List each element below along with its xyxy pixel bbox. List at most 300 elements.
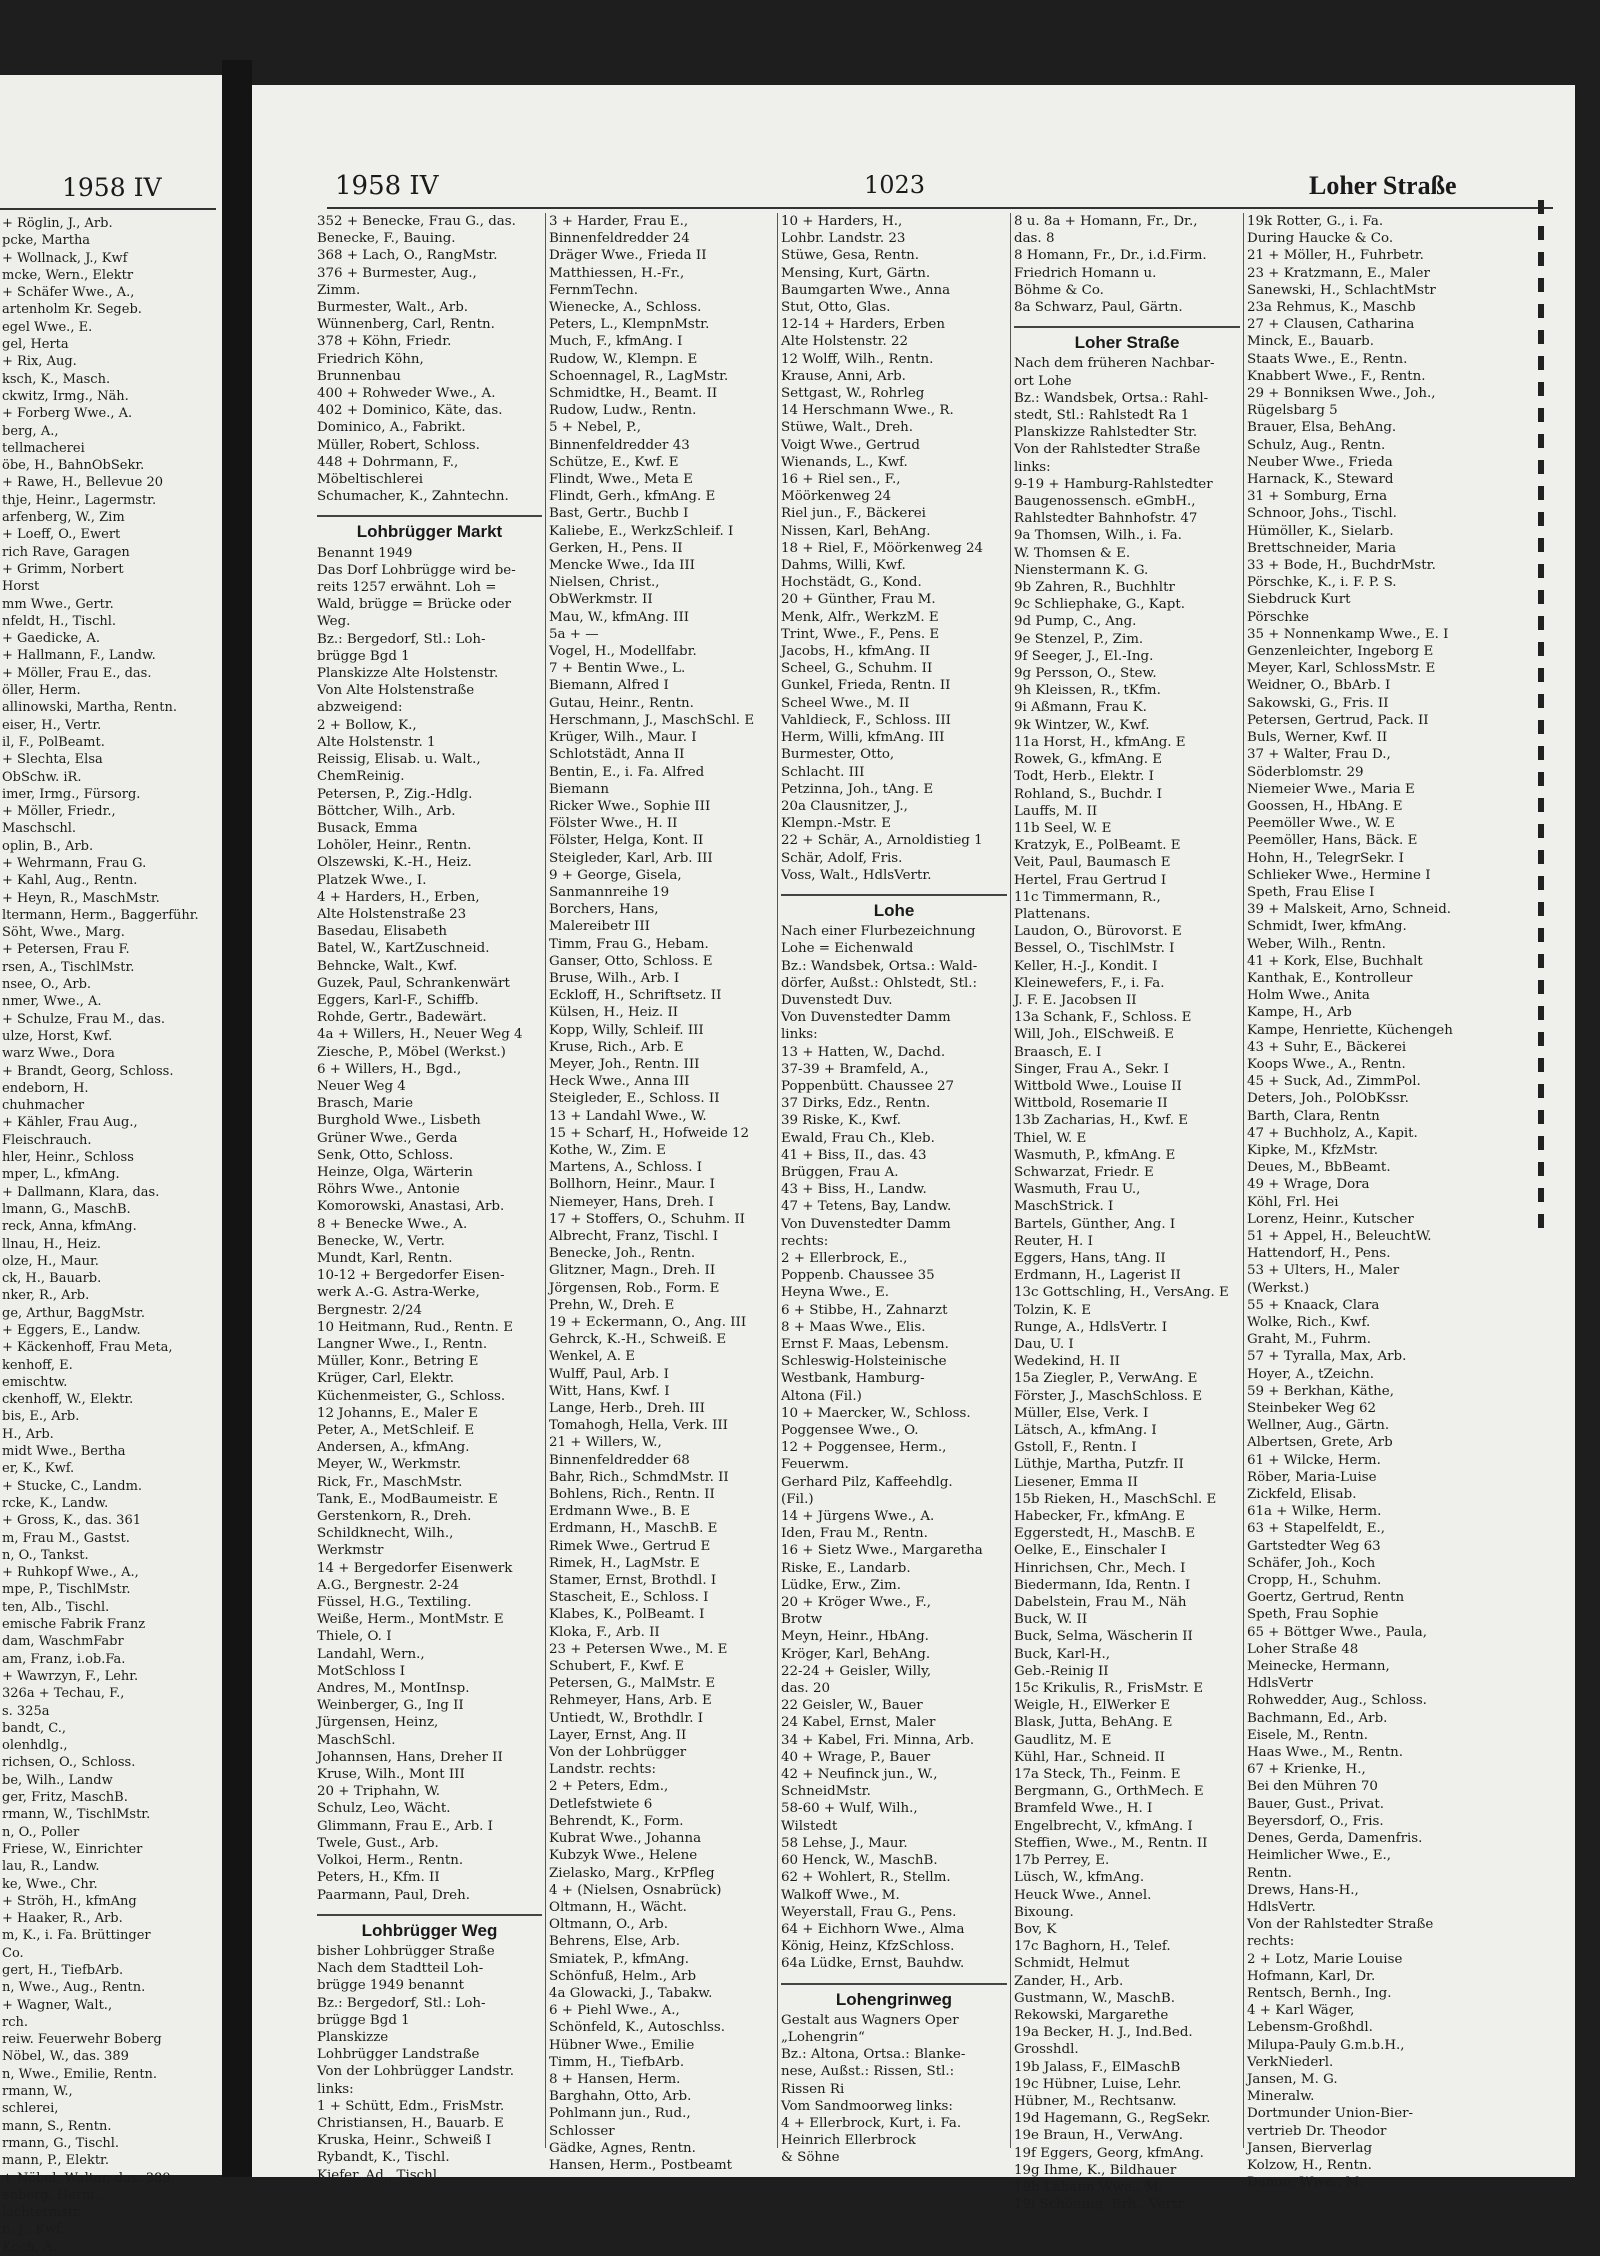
left-page-entry: endeborn, H. [2,1080,89,1096]
directory-entry: Schär, Adolf, Fris. [781,850,903,866]
directory-entry: König, Heinz, KfzSchloss. [781,1939,955,1955]
edge-mark [1538,1214,1544,1228]
directory-entry: Binnenfeldredder 68 [549,1452,690,1468]
directory-entry: rechts: [1247,1934,1295,1950]
directory-entry: Schütze, E., Kwf. E [549,454,679,470]
directory-entry: 24 Kabel, Ernst, Maler [781,1715,936,1731]
directory-entry: Hinrichsen, Chr., Mech. I [1014,1560,1186,1576]
directory-entry: A.G., Bergnestr. 2-24 [317,1577,459,1593]
directory-entry: 17a Steck, Th., Feinm. E [1014,1767,1181,1783]
street-heading: Lohbrügger Markt [317,515,542,540]
directory-entry: Reuter, H. I [1014,1233,1093,1249]
directory-entry: Lüdke, Erw., Zim. [781,1577,901,1593]
left-page-entry: + Wawrzyn, F., Lehr. [2,1668,139,1684]
directory-entry: Untiedt, W., Brothdlr. I [549,1710,704,1726]
edge-mark [1538,226,1544,240]
edge-mark [1538,694,1544,708]
left-page-entry: mper, L., kfmAng. [2,1167,120,1183]
left-page-entry: H., Arb. [2,1426,54,1442]
left-page-entry: allinowski, Martha, Rentn. [2,700,177,716]
directory-entry: Poggensee Wwe., O. [781,1423,919,1439]
directory-entry: 17 + Stoffers, O., Schuhm. II [549,1211,745,1227]
directory-entry: 11a Horst, H., kfmAng. E [1014,734,1186,750]
directory-entry: Zielasko, Marg., KrPfleg [549,1865,715,1881]
directory-entry: Sanewski, H., SchlachtMstr [1247,282,1436,298]
directory-entry: Olszewski, K.-H., Heiz. [317,855,472,871]
directory-entry: Volkoi, Herm., Rentn. [317,1853,464,1869]
directory-entry: 15b Rieken, H., MaschSchl. E [1014,1491,1217,1507]
directory-entry: Minck, E., Bauarb. [1247,334,1374,350]
directory-entry: 12 Johanns, E., Maler E [317,1405,478,1421]
directory-entry: Lohbr. Landstr. 23 [781,231,906,247]
directory-entry: Lange, Herb., Dreh. III [549,1401,705,1417]
directory-entry: Vahldieck, F., Schloss. III [781,712,951,728]
directory-entry: Voigt Wwe., Gertrud [781,437,920,453]
directory-entry: Heimlicher Wwe., E., [1247,1848,1392,1864]
directory-entry: Rybandt, K., Tischl. [317,2150,450,2166]
directory-entry: Wulff, Paul, Arb. I [549,1366,669,1382]
directory-entry: 4a Glowacki, J., Tabakw. [549,1985,713,2001]
left-page-entry: öbe, H., BahnObSekr. [2,458,145,474]
directory-entry: Denes, Gerda, Damenfris. [1247,1831,1423,1847]
directory-entry: Buck, Karl-H., [1014,1646,1110,1662]
directory-entry: Flindt, Wwe., Meta E [549,472,693,488]
left-page-entry: + Wehrmann, Frau G. [2,855,147,871]
directory-entry: Pörschke, K., i. F. P. S. [1247,575,1397,591]
directory-entry: Paarmann, Paul, Dreh. [317,1887,470,1903]
left-page-entry: + Kähler, Frau Aug., [2,1115,138,1131]
directory-entry: Krüger, Wilh., Maur. I [549,730,697,746]
directory-entry: 60 Henck, W., MaschB. [781,1853,938,1869]
directory-entry: Blask, Jutta, BehAng. E [1014,1715,1173,1731]
directory-entry: Eckloff, H., Schriftsetz. II [549,988,722,1004]
directory-entry: Gehrck, K.-H., Schweiß. E [549,1332,727,1348]
directory-entry: 10 + Maercker, W., Schloss. [781,1405,971,1421]
left-page-entry: thje, Heinr., Lagermstr. [2,492,157,508]
directory-entry: Brüggen, Frau A. [781,1164,899,1180]
directory-entry: Genzenleichter, Ingeborg E [1247,644,1434,660]
directory-entry: Mineralw. [1247,2089,1315,2105]
directory-entry: Schulz, Aug., Rentn. [1247,437,1386,453]
directory-entry: Friedrich Köhn, [317,351,424,367]
directory-entry: Friedrich Homann u. [1014,265,1157,281]
directory-entry: Trint, Wwe., F., Pens. E [781,626,940,642]
directory-entry: Kopp, Willy, Schleif. III [549,1022,704,1038]
directory-entry: Dahms, Willi, Kwf. [781,558,906,574]
directory-entry: 20 + Kröger Wwe., F., [781,1595,932,1611]
left-page-entry: nmer, Wwe., A. [2,994,102,1010]
directory-entry: Peters, H., Kfm. II [317,1870,440,1886]
directory-entry: Herm, Willi, kfmAng. III [781,730,945,746]
directory-entry: Cropp, H., Schuhm. [1247,1573,1382,1589]
left-page-entry: bis, E., Arb. [2,1409,80,1425]
directory-entry: Meyer, Joh., Rentn. III [549,1056,700,1072]
directory-entry: 8 + Hansen, Herm. [549,2071,681,2087]
left-page-entry: + Wagner, Walt., [2,1997,113,2013]
directory-entry: 55 + Knaack, Clara [1247,1297,1380,1313]
left-page-entry: s. 325a [2,1703,50,1719]
left-page-entry: rch. [2,2014,28,2030]
directory-entry: Gerstenkorn, R., Dreh. [317,1509,472,1525]
directory-entry: Matthiessen, H.-Fr., [549,265,685,281]
directory-entry: 14 + Jürgens Wwe., A. [781,1509,935,1525]
directory-entry: 9k Wintzer, W., Kwf. [1014,717,1150,733]
directory-entry: 29 + Bonniksen Wwe., Joh., [1247,386,1436,402]
directory-entry: Das Dorf Lohbrügge wird be- [317,562,516,578]
directory-entry: Weber, Wilh., Rentn. [1247,936,1386,952]
directory-entry: Kühl, Har., Schneid. II [1014,1749,1165,1765]
directory-entry: Iden, Frau M., Rentn. [781,1526,928,1542]
directory-entry: 1 + Schütt, Edm., FrisMstr. [317,2098,505,2114]
directory-entry: 4a + Willers, H., Neuer Weg 4 [317,1027,523,1043]
directory-entry: Schmidtke, H., Beamt. II [549,386,718,402]
directory-entry: Schwarzat, Friedr. E [1014,1164,1154,1180]
directory-entry: Todt, Herb., Elektr. I [1014,769,1154,785]
directory-entry: Bahr, Rich., SchmdMstr. II [549,1469,729,1485]
edge-mark [1538,1032,1544,1046]
left-page-rule [0,208,216,210]
directory-entry: Niemeier Wwe., Maria E [1247,781,1415,797]
directory-entry: Zander, H., Arb. [1014,1973,1124,1989]
directory-entry: Rentn. [1247,1865,1292,1881]
directory-entry: 6 + Willers, H., Bgd., [317,1061,462,1077]
directory-entry: Petersen, P., Zig.-Hdlg. [317,786,473,802]
directory-entry: Planskizze Rahlstedter Str. [1014,425,1198,441]
directory-entry: Wittbold Wwe., Louise II [1014,1078,1182,1094]
directory-entry: Guzek, Paul, Schrankenwärt [317,975,510,991]
directory-entry: 9d Pump, C., Ang. [1014,614,1137,630]
directory-entry: Wilstedt [781,1818,838,1834]
left-page-entry: rmann, G., Tischl. [2,2135,120,2151]
left-page-entry: chuhmacher [2,1098,85,1114]
directory-entry: Weidner, O., BbArb. I [1247,678,1391,694]
directory-entry: Steigleder, E., Schloss. II [549,1091,720,1107]
directory-entry: 11b Seel, W. E [1014,820,1112,836]
left-page-entry: schlerei, [2,2101,59,2117]
directory-entry: 13a Schank, F., Schloss. E [1014,1010,1192,1026]
directory-entry: Kruska, Heinr., Schweiß I [317,2133,492,2149]
directory-entry: Jansen, Bierverlag [1247,2140,1373,2156]
directory-entry: Duvenstedt Duv. [781,992,893,1008]
directory-entry: Ziesche, P., Möbel (Werkst.) [317,1044,506,1060]
directory-entry: Hohn, H., TelegrSekr. I [1247,850,1404,866]
directory-entry: Alte Holstenstraße 23 [317,906,467,922]
directory-entry: 19e Braun, H., VerwAng. [1014,2128,1184,2144]
directory-entry: Rehmeyer, Hans, Arb. E [549,1693,712,1709]
directory-entry: Poppenb. Chaussee 35 [781,1268,935,1284]
directory-entry: bisher Lohbrügger Straße [317,1943,495,1959]
left-page-entry: rmann, W., TischlMstr. [2,1807,151,1823]
page-number: 1023 [864,171,926,199]
left-page-entry: Horst [2,579,40,595]
directory-entry: Plattenans. [1014,906,1091,922]
directory-entry: Petersen, Gertrud, Pack. II [1247,712,1429,728]
directory-entry: Ernst F. Maas, Lebensm. [781,1337,949,1352]
directory-entry: Wenkel, A. E [549,1349,636,1365]
directory-entry: Brotw [781,1612,823,1628]
left-page-entry: + Ströh, H., kfmAng [2,1893,137,1909]
edge-mark [1538,1084,1544,1098]
directory-entry: Stüwe, Gesa, Rentn. [781,248,919,264]
directory-entry: 20 + Triphahn, W. [317,1784,441,1800]
directory-entry: Bollhorn, Heinr., Maur. I [549,1177,715,1193]
edge-mark [1538,564,1544,578]
directory-entry: 9b Zahren, R., Buchhltr [1014,580,1175,596]
edge-mark [1538,434,1544,448]
street-heading: Lohe [781,894,1007,919]
left-page-entry: + Schulze, Frau M., das. [2,1011,165,1027]
directory-entry: Baugenossensch. eGmbH., [1014,494,1196,510]
directory-entry: 64a Lüdke, Ernst, Bauhdw. [781,1956,965,1972]
left-page-entry: n, Wwe., Emilie, Rentn. [2,2066,158,2082]
directory-entry: Gustmann, W., MaschB. [1014,1990,1175,2006]
directory-entry: 35 + Nonnenkamp Wwe., E. I [1247,626,1449,642]
left-page-entry: lau, R., Landw. [2,1859,100,1875]
directory-entry: Eisele, M., Rentn. [1247,1727,1368,1743]
directory-entry: Bohlens, Rich., Rentn. II [549,1487,715,1503]
directory-entry: „Lohengrin“ [781,2029,865,2045]
directory-entry: 9e Stenzel, P., Zim. [1014,631,1144,647]
directory-entry: 4 + (Nielsen, Osnabrück) [549,1882,722,1898]
directory-entry: Habecker, Fr., kfmAng. E [1014,1509,1186,1525]
directory-entry: 6 + Piehl Wwe., A., [549,2003,680,2019]
directory-entry: 37 Dirks, Edz., Rentn. [781,1096,931,1112]
directory-entry: Lorenz, Heinr., Kutscher [1247,1211,1414,1227]
left-page-entry: gel, Herta [2,337,69,353]
directory-entry: Kröger, Karl, BehAng. [781,1646,931,1662]
directory-entry: Riske, E., Landarb. [781,1560,911,1576]
directory-entry: Gädke, Agnes, Rentn. [549,2140,696,2156]
directory-entry: Von Duvenstedter Damm [781,1216,951,1232]
left-page-entry: + Gross, K., das. 361 [2,1513,141,1529]
directory-entry: Bz.: Wandsbek, Ortsa.: Rahl- [1014,390,1209,406]
directory-entry: Wald, brügge = Brücke oder [317,597,511,613]
directory-entry: 19f Eggers, Georg, kfmAng. [1014,2145,1204,2161]
column-3 [781,213,1007,2167]
left-page-entry: öller, Herm. [2,683,81,699]
directory-entry: Menk, Alfr., WerkzM. E [781,609,939,625]
left-page-entry: warz Wwe., Dora [2,1046,115,1062]
left-page-entry: + Forberg Wwe., A. [2,406,133,422]
left-page-entry: rsen, A., TischlMstr. [2,959,135,975]
directory-entry: brügge Bgd 1 [317,648,410,664]
book-gutter [222,60,252,2177]
directory-entry: Dräger Wwe., Frieda II [549,248,707,264]
directory-entry: Ricker Wwe., Sophie III [549,798,711,814]
edge-mark [1538,642,1544,656]
directory-entry: links: [317,2081,354,2097]
directory-entry: Kruse, Wilh., Mont III [317,1767,465,1783]
directory-entry: Rohland, S., Buchdr. I [1014,786,1163,802]
directory-entry: Mundt, Karl, Rentn. [317,1250,453,1266]
directory-entry: Poppenbütt. Chaussee 27 [781,1078,955,1094]
left-page-entry: oplin, B., Arb. [2,838,94,854]
directory-entry: Bov, K [1014,1921,1057,1937]
directory-page [252,85,1575,2213]
directory-entry: Burghold Wwe., Lisbeth [317,1113,481,1129]
directory-entry: Holm Wwe., Anita [1247,988,1370,1004]
directory-entry: Röhrs Wwe., Antonie [317,1182,460,1198]
left-page-entry: + Slechta, Elsa [2,752,103,768]
edge-mark [1538,1058,1544,1072]
directory-entry: During Haucke & Co. [1247,231,1394,247]
directory-entry: Möörkenweg 24 [781,489,892,505]
directory-entry: W. Thomsen & E. [1014,545,1131,561]
directory-entry: Jörgensen, Rob., Form. E [549,1280,720,1296]
left-page-entry: + Haaker, R., Arb. [2,1911,123,1927]
directory-entry: Wedekind, H. II [1014,1354,1120,1370]
directory-entry: Glimmann, Frau E., Arb. I [317,1818,493,1834]
left-page-entry: + Möller, Frau E., das. [2,665,152,681]
edge-mark [1538,902,1544,916]
directory-entry: Dabelstein, Frau M., Näh [1014,1595,1187,1611]
directory-entry: Kratzyk, E., PolBeamt. E [1014,838,1181,854]
edge-mark [1538,486,1544,500]
directory-entry: Goertz, Gertrud, Rentn [1247,1590,1405,1606]
left-page-entry: mm Wwe., Gertr. [2,596,114,612]
directory-entry: Benecke, F., Bauing. [317,231,456,247]
directory-entry: Will, Joh., ElSchweiß. E [1014,1027,1174,1043]
directory-entry: 59 + Berkhan, Käthe, [1247,1383,1394,1399]
directory-entry: Brettschneider, Maria [1247,540,1397,556]
directory-entry: 402 + Dominico, Käte, das. [317,403,503,419]
edge-mark [1538,876,1544,890]
directory-entry: Jansen, M. G. [1247,2071,1338,2087]
left-page-entry: reck, Anna, kfmAng. [2,1219,137,1235]
edge-mark [1538,538,1544,552]
directory-entry: J. F. E. Jacobsen II [1014,992,1137,1008]
directory-entry: 40 + Wrage, P., Bauer [781,1749,931,1765]
edge-mark [1538,772,1544,786]
directory-entry: 65 + Böttger Wwe., Paula, [1247,1624,1428,1640]
directory-entry: Dominico, A., Fabrikt. [317,420,466,436]
directory-entry: Kanthak, E., Kontrolleur [1247,970,1413,986]
edge-mark [1538,200,1544,214]
directory-entry: Weg. [317,614,351,630]
left-page-entry: tellmacherei [2,440,85,456]
directory-entry: Schlotstädt, Anna II [549,747,685,763]
directory-entry: Mau, W., kfmAng. III [549,609,690,625]
left-page-entry: + Heyn, R., MaschMstr. [2,890,160,906]
directory-entry: 34 + Kabel, Fri. Minna, Arb. [781,1732,975,1748]
directory-entry: links: [781,1027,818,1043]
directory-entry: 19c Hübner, Luise, Lehr. [1014,2076,1182,2092]
directory-entry: Peter, A., MetSchleif. E [317,1423,475,1439]
left-page-entry: be, Wilh., Landw [2,1772,113,1788]
directory-entry: Von der Lohbrügger Landstr. [317,2064,514,2080]
directory-entry: Nach einer Flurbezeichnung [781,924,976,940]
edge-mark [1538,512,1544,526]
directory-entry: Witt, Hans, Kwf. I [549,1383,670,1399]
left-page-entry: ksch, K., Masch. [2,371,111,387]
directory-entry: Petzinna, Joh., tAng. E [781,781,934,797]
directory-entry: 8 u. 8a + Homann, Fr., Dr., [1014,214,1198,229]
left-page-entry: + Röglin, J., Arb. [2,216,113,231]
left-page-entry: kenhoff, E. [2,1357,73,1373]
directory-entry: Komorowski, Anastasi, Arb. [317,1199,505,1215]
directory-entry: (Fil.) [781,1491,814,1507]
left-page-entry: midt Wwe., Bertha [2,1444,126,1460]
directory-entry: Burmester, Otto, [781,747,895,763]
page-street-title: Loher Straße [1309,171,1457,200]
directory-entry: Kloka, F., Arb. II [549,1624,660,1640]
directory-entry: Flindt, Gerh., kfmAng. E [549,489,716,505]
directory-entry: brügge 1949 benannt [317,1978,464,1994]
directory-entry: 33 + Bode, H., BuchdrMstr. [1247,558,1436,574]
directory-entry: Nielsen, Christ., [549,575,660,591]
left-page-entry: emische Fabrik Franz [2,1617,146,1633]
directory-entry: Much, F., kfmAng. I [549,334,683,350]
directory-entry: ObWerkmstr. II [549,592,653,608]
directory-entry: 63 + Stapelfeldt, E., [1247,1521,1386,1537]
edge-mark [1538,668,1544,682]
directory-entry: Bramfeld Wwe., H. I [1014,1801,1153,1817]
directory-entry: 19b Jalass, F., ElMaschB [1014,2059,1181,2075]
directory-entry: Laudon, O., Bürovorst. E [1014,924,1182,940]
directory-entry: Smiatek, P., kfmAng. [549,1951,690,1967]
directory-entry: Landahl, Wern., [317,1646,425,1662]
directory-entry: 5a + — [549,626,599,642]
directory-entry: 27 + Clausen, Catharina [1247,317,1415,333]
directory-entry: Bz.: Altona, Ortsa.: Blanke- [781,2047,966,2063]
directory-entry: 15c Krikulis, R., FrisMstr. E [1014,1681,1204,1697]
directory-entry: Pörschke [1247,609,1309,625]
directory-entry: Wolke, Rich., Kwf. [1247,1315,1371,1330]
directory-entry: Steigleder, Karl, Arb. III [549,850,713,866]
directory-entry: 2 + Peters, Edm., [549,1779,669,1795]
directory-entry: 16 + Riel sen., F., [781,472,901,488]
left-page-entry: + Schäfer Wwe., A., [2,285,135,301]
directory-entry: 17c Baghorn, H., Telef. [1014,1939,1171,1955]
directory-entry: stedt, Stl.: Rahlstedt Ra 1 [1014,408,1190,424]
directory-entry: MaschStrick. I [1014,1199,1114,1215]
directory-entry: rechts: [781,1233,829,1249]
left-page-entry: egel Wwe., E. [2,319,93,335]
directory-entry: 31 + Somburg, Erna [1247,489,1388,505]
directory-entry: Zickfeld, Elisab. [1247,1487,1357,1503]
edge-mark [1538,746,1544,760]
directory-entry: Schmidt, Helmut [1014,1956,1130,1972]
directory-entry: Nach dem Stadtteil Loh- [317,1961,484,1977]
left-page-entry: am, Franz, i.ob.Fa. [2,1651,126,1667]
directory-entry: Dortmunder Union-Bier- [1247,2106,1414,2122]
left-page-entry: ObSchw. iR. [2,769,82,785]
directory-entry: Thiel, W. E [1014,1130,1087,1146]
directory-entry: HdlsVertr. [1247,1899,1316,1915]
directory-entry: 17b Perrey, E. [1014,1853,1110,1869]
directory-entry: Buck, W. II [1014,1612,1088,1628]
directory-entry: Burmester, Walt., Arb. [317,300,469,316]
directory-entry: 45 + Suck, Ad., ZimmPol. [1247,1074,1421,1090]
directory-entry: Rowek, G., kfmAng. E [1014,752,1163,768]
directory-entry: Kampe, H., Arb [1247,1005,1352,1021]
directory-entry: Langner Wwe., I., Rentn. [317,1337,488,1352]
directory-entry: Planskizze [317,2029,389,2045]
directory-entry: Andres, M., MontInsp. [317,1681,470,1697]
edge-mark [1538,1006,1544,1020]
directory-entry: Lohbrügger Landstraße [317,2047,480,2063]
directory-entry: 23a Rehmus, K., Maschb [1247,300,1416,316]
directory-entry: Lauffs, M. II [1014,803,1098,819]
directory-entry: Steffien, Wwe., M., Rentn. II [1014,1835,1208,1851]
directory-entry: Von der Rahlstedter Straße [1014,442,1201,458]
left-page-entry: nsee, O., Arb. [2,977,92,993]
directory-entry: Schlosser [549,2123,615,2139]
directory-entry: Petersen, G., MalMstr. E [549,1676,716,1692]
directory-entry: 8a Schwarz, Paul, Gärtn. [1014,300,1183,316]
directory-entry: Bergmann, G., OrthMech. E [1014,1784,1204,1800]
edge-mark [1538,382,1544,396]
